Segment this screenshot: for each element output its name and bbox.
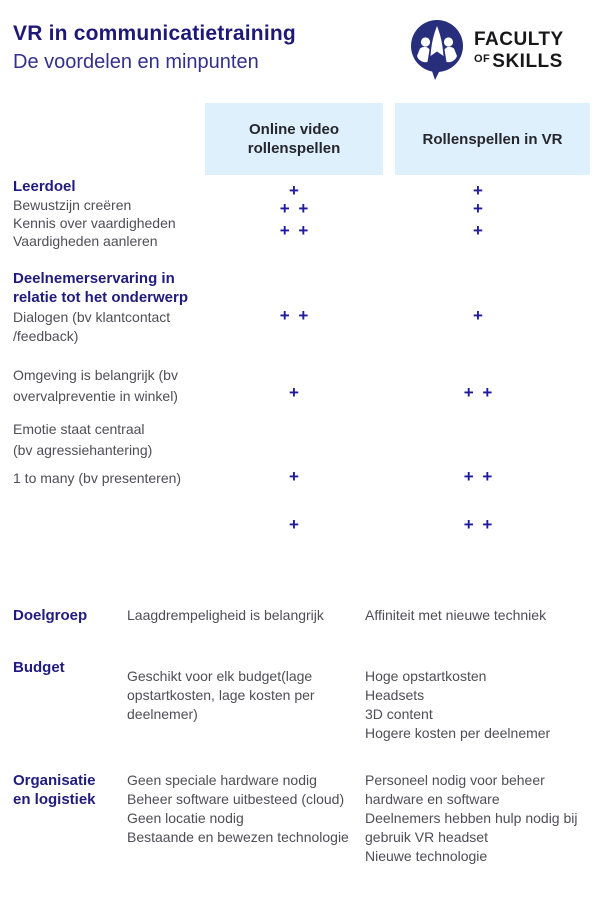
column-header-vr-label: Rollenspellen in VR (422, 130, 563, 148)
organisatie-online-line: Bestaande en bewezen technologie (127, 829, 349, 845)
brand-skills: SKILLS (492, 50, 563, 72)
organisatie-vr-line: Personeel nodig voor beheer (365, 772, 545, 788)
row-label-emotie (13, 419, 152, 461)
budget-vr-text (365, 667, 550, 743)
score-vr-omgeving: + + (463, 383, 493, 402)
row-label-line: (bv agressiehantering) (13, 442, 153, 458)
organisatie-vr-line: gebruik VR headset (365, 829, 488, 845)
score-online-unlabeled: + (289, 515, 299, 534)
score-vr-unlabeled: + + (463, 515, 493, 534)
budget-online-text (127, 667, 315, 724)
organisatie-vr-text (365, 771, 577, 866)
row-label-1-to-many: 1 to many (bv presenteren) (13, 470, 182, 486)
organisatie-vr-line: Nieuwe technologie (365, 848, 488, 864)
row-label-omgeving (13, 365, 178, 407)
column-header-online-video-label: Online video rollenspellen (247, 121, 341, 157)
column-header-online-video (205, 103, 383, 175)
score-online-dialogen: + + (279, 306, 309, 325)
budget-online-line: deelnemer) (127, 706, 198, 722)
section-heading-leerdoel: Leerdoel (13, 178, 76, 195)
budget-vr-line: Hogere kosten per deelnemer (365, 725, 551, 741)
heading-line: en logistiek (13, 791, 96, 808)
brand-of-skills (474, 52, 564, 71)
row-label-line: Dialogen (bv klantcontact (13, 309, 171, 325)
score-online-omgeving: + (289, 383, 299, 402)
row-label-dialogen (13, 308, 170, 346)
score-vr-bewustzijn: + (473, 181, 483, 200)
organisatie-online-line: Geen locatie nodig (127, 810, 244, 826)
row-label-line: overvalpreventie in winkel) (13, 388, 178, 404)
score-online-bewustzijn: + (289, 181, 299, 200)
organisatie-vr-line: Deelnemers hebben hulp nodig bij (365, 810, 578, 826)
leerdoel-row-labels (13, 196, 176, 250)
section-heading-organisatie (13, 771, 96, 809)
page-title: VR in communicatietraining (13, 22, 296, 45)
heading-line: Deelnemerservaring in (13, 270, 175, 287)
doelgroep-online-text: Laagdrempeligheid is belangrijk (127, 607, 324, 623)
heading-line: relatie tot het onderwerp (13, 289, 189, 306)
score-online-1-to-many: + (289, 467, 299, 486)
row-label: Vaardigheden aanleren (13, 233, 158, 249)
score-vr-1-to-many: + + (463, 467, 493, 486)
doelgroep-vr-text: Affiniteit met nieuwe techniek (365, 607, 547, 623)
budget-vr-line: 3D content (365, 706, 433, 722)
page-subtitle: De voordelen en minpunten (13, 51, 259, 73)
section-heading-deelnemerservaring (13, 269, 188, 307)
brand-faculty: FACULTY (474, 28, 564, 50)
section-heading-doelgroep: Doelgroep (13, 607, 88, 624)
score-online-vaardigheden: + + (279, 221, 309, 240)
faculty-of-skills-badge-icon (407, 18, 467, 82)
score-vr-kennis: + (473, 199, 483, 218)
row-label: Bewustzijn creëren (13, 197, 132, 213)
row-label-line: /feedback) (13, 328, 79, 344)
row-label: Kennis over vaardigheden (13, 215, 176, 231)
budget-vr-line: Hoge opstartkosten (365, 668, 487, 684)
organisatie-online-text (127, 771, 349, 847)
brand-of: OF (474, 52, 491, 65)
section-heading-budget: Budget (13, 659, 65, 676)
organisatie-online-line: Beheer software uitbesteed (cloud) (127, 791, 345, 807)
row-label-line: Omgeving is belangrijk (bv (13, 367, 178, 383)
organisatie-online-line: Geen speciale hardware nodig (127, 772, 317, 788)
heading-line: Organisatie (13, 772, 96, 789)
budget-online-line: opstartkosten, lage kosten per (127, 687, 315, 703)
organisatie-vr-line: hardware en software (365, 791, 500, 807)
row-label-line: Emotie staat centraal (13, 421, 145, 437)
column-header-vr (395, 103, 590, 175)
score-vr-dialogen: + (473, 306, 483, 325)
score-online-kennis: + + (279, 199, 309, 218)
score-vr-vaardigheden: + (473, 221, 483, 240)
budget-vr-line: Headsets (365, 687, 425, 703)
brand-wordmark (474, 30, 564, 71)
budget-online-line: Geschikt voor elk budget(lage (127, 668, 313, 684)
faculty-of-skills-logo (407, 18, 564, 82)
